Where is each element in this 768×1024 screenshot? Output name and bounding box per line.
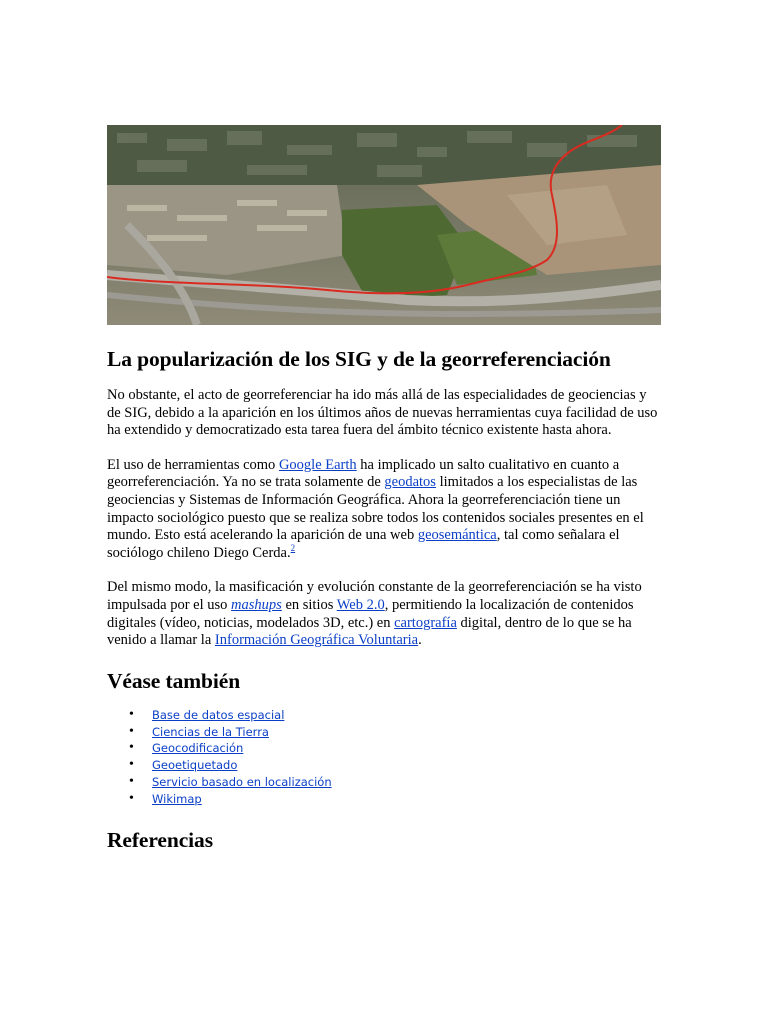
section-heading-vease-tambien: Véase también [107, 668, 241, 693]
reference-2-link[interactable]: 2 [290, 542, 296, 553]
document-page [107, 125, 661, 868]
bullet-icon: • [129, 790, 134, 806]
paragraph-3-text-e: . [418, 632, 422, 649]
bullet-icon: • [129, 773, 134, 789]
paragraph-3-text-a: Del mismo modo, la masificación y evolución constante de la georreferenciación se ha visto impulsada por el uso [107, 579, 642, 613]
link-geocodificacion[interactable]: Geocodificación [152, 741, 244, 756]
bullet-icon: • [129, 723, 134, 739]
paragraph-3 [107, 579, 661, 649]
list-item [107, 740, 661, 757]
list-item [107, 724, 661, 741]
list-item [107, 707, 661, 724]
list-item [107, 791, 661, 808]
link-informacion-geografica-voluntaria[interactable]: Información Geográfica Voluntaria [214, 632, 419, 649]
paragraph-2-text-b: ha implicado un salto cualitativo en cuanto a georreferenciación. Ya no se trata solamente de [107, 456, 620, 491]
section-heading-popularizacion: La popularización de los SIG y de la georreferenciación [107, 347, 611, 371]
paragraph-2-text-c: limitados a los especialistas de las geociencias y Sistemas de Información Geográfica. Ahora la georreferenciación tiene un impacto sociológico puesto que se realiza sobre todos los contenidos sociales presentes en el mundo. Esto está acelerando la aparición de una web [107, 474, 644, 544]
bullet-icon: • [129, 740, 134, 756]
link-base-de-datos-espacial[interactable]: Base de datos espacial [152, 707, 285, 722]
aerial-photo [107, 125, 661, 325]
paragraph-2-text-d: , tal como señalara el sociólogo chileno Diego Cerda. [107, 527, 620, 561]
bullet-icon: • [129, 757, 134, 773]
link-geosemantica[interactable]: geosemántica [417, 527, 497, 544]
bullet-icon: • [129, 706, 134, 722]
paragraph-2-text-a: El uso de herramientas como [107, 456, 279, 473]
link-servicio-basado-en-localizacion[interactable]: Servicio basado en localización [152, 774, 332, 789]
section-heading-referencias: Referencias [107, 827, 213, 852]
link-ciencias-de-la-tierra[interactable]: Ciencias de la Tierra [152, 724, 269, 739]
list-item [107, 757, 661, 774]
paragraph-3-text-d: digital, dentro de lo que se ha venido a llamar la [107, 614, 632, 649]
paragraph-3-text-b: en sitios [281, 596, 337, 613]
link-mashups[interactable]: mashups [231, 596, 282, 613]
see-also-list [107, 707, 661, 808]
link-geoetiquetado[interactable]: Geoetiquetado [152, 758, 238, 773]
link-cartografia[interactable]: cartografía [394, 614, 457, 631]
link-web-2-0[interactable]: Web 2.0 [336, 596, 385, 613]
paragraph-2 [107, 457, 661, 563]
link-geodatos[interactable]: geodatos [384, 474, 436, 491]
paragraph-3-text-c: , permitiendo la localización de contenidos digitales (vídeo, noticias, modelados 3D, etc.) en [107, 596, 634, 631]
paragraph-1: No obstante, el acto de georreferenciar ha ido más allá de las especialidades de geociencias y de SIG, debido a la aparición en los últimos años de nuevas herramientas cuya facilidad de uso ha extendido y democratizado esta tarea fuera del ámbito técnico existente hasta ahora. [107, 387, 658, 439]
link-wikimap[interactable]: Wikimap [152, 791, 202, 806]
list-item [107, 774, 661, 791]
link-google-earth[interactable]: Google Earth [278, 456, 357, 473]
